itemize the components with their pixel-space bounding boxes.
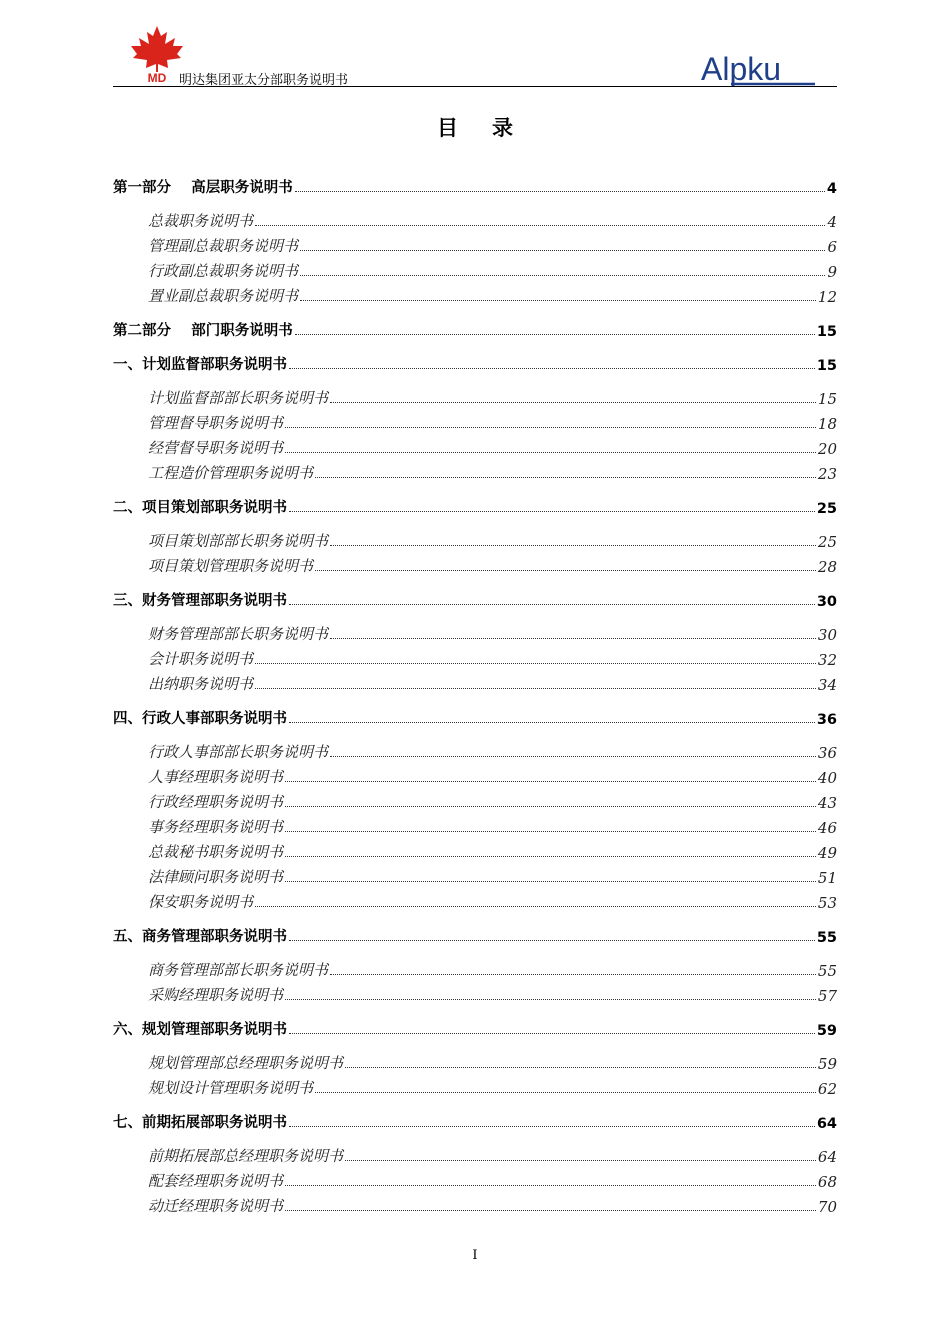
toc-subentry[interactable] bbox=[113, 383, 837, 408]
toc-dot-leader bbox=[285, 831, 816, 832]
toc-entry-page-number: 23 bbox=[817, 465, 837, 483]
toc-dot-leader bbox=[285, 1185, 816, 1186]
toc-entry-label: 七、前期拓展部职务说明书 bbox=[113, 1115, 287, 1131]
toc-entry-page-number: 36 bbox=[817, 744, 837, 762]
toc-subentry[interactable] bbox=[113, 206, 837, 231]
toc-entry-page-number: 9 bbox=[827, 263, 837, 281]
toc-dot-leader bbox=[285, 781, 816, 782]
toc-subentry[interactable] bbox=[113, 787, 837, 812]
toc-dot-leader bbox=[295, 191, 825, 192]
toc-entry-page-number: 15 bbox=[816, 358, 837, 374]
toc-subentry[interactable] bbox=[113, 408, 837, 433]
toc-entry-page-number: 18 bbox=[817, 415, 837, 433]
toc-entry-label: 行政人事部部长职务说明书 bbox=[148, 743, 329, 761]
toc-subentry[interactable] bbox=[113, 837, 837, 862]
toc-dot-leader bbox=[345, 1067, 816, 1068]
toc-dot-leader bbox=[285, 881, 816, 882]
toc-entry-label: 事务经理职务说明书 bbox=[148, 818, 284, 836]
toc-dot-leader bbox=[315, 1092, 816, 1093]
toc-entry-label: 配套经理职务说明书 bbox=[148, 1172, 284, 1190]
toc-dot-leader bbox=[330, 638, 816, 639]
toc-subentry[interactable] bbox=[113, 980, 837, 1005]
toc-dot-leader bbox=[285, 856, 816, 857]
toc-entry-page-number: 62 bbox=[817, 1080, 837, 1098]
document-header-title: 明达集团亚太分部职务说明书 bbox=[179, 73, 349, 88]
toc-entry-label: 第一部分 高层职务说明书 bbox=[113, 180, 293, 196]
toc-dot-leader bbox=[315, 477, 816, 478]
toc-entry-page-number: 28 bbox=[817, 558, 837, 576]
toc-entry-page-number: 15 bbox=[817, 390, 837, 408]
toc-section-entry[interactable] bbox=[113, 1014, 837, 1039]
toc-subentry[interactable] bbox=[113, 526, 837, 551]
toc-entry-label: 总裁秘书职务说明书 bbox=[148, 843, 284, 861]
toc-dot-leader bbox=[255, 688, 816, 689]
toc-subentry[interactable] bbox=[113, 669, 837, 694]
toc-dot-leader bbox=[330, 756, 816, 757]
toc-subentry[interactable] bbox=[113, 862, 837, 887]
toc-entry-page-number: 4 bbox=[827, 213, 837, 231]
toc-dot-leader bbox=[285, 806, 816, 807]
footer-page-number: I bbox=[472, 1248, 478, 1263]
toc-entry-label: 保安职务说明书 bbox=[148, 893, 254, 911]
toc-subentry[interactable] bbox=[113, 762, 837, 787]
toc-subentry[interactable] bbox=[113, 1141, 837, 1166]
toc-entry-label: 经营督导职务说明书 bbox=[148, 439, 284, 457]
toc-entry-label: 财务管理部部长职务说明书 bbox=[148, 625, 329, 643]
toc-entry-label: 采购经理职务说明书 bbox=[148, 986, 284, 1004]
toc-dot-leader bbox=[330, 974, 816, 975]
toc-subentry[interactable] bbox=[113, 812, 837, 837]
toc-entry-page-number: 20 bbox=[817, 440, 837, 458]
toc-dot-leader bbox=[300, 275, 825, 276]
toc-entry-label: 六、规划管理部职务说明书 bbox=[113, 1022, 287, 1038]
alpku-logo bbox=[701, 48, 819, 88]
toc-section-entry[interactable] bbox=[113, 172, 837, 197]
toc-entry-label: 置业副总裁职务说明书 bbox=[148, 287, 299, 305]
toc-section-entry[interactable] bbox=[113, 349, 837, 374]
toc-entry-page-number: 64 bbox=[817, 1148, 837, 1166]
logo-right-text: Alpku bbox=[701, 51, 782, 87]
toc-entry-page-number: 30 bbox=[816, 594, 837, 610]
toc-entry-page-number: 6 bbox=[827, 238, 837, 256]
toc-entry-page-number: 53 bbox=[817, 894, 837, 912]
toc-entry-page-number: 4 bbox=[826, 181, 837, 197]
toc-subentry[interactable] bbox=[113, 619, 837, 644]
toc-subentry[interactable] bbox=[113, 231, 837, 256]
toc-dot-leader bbox=[315, 570, 816, 571]
toc-entry-page-number: 49 bbox=[817, 844, 837, 862]
toc-entry-page-number: 64 bbox=[816, 1116, 837, 1132]
maple-leaf-logo bbox=[127, 24, 187, 84]
toc-entry-label: 法律顾问职务说明书 bbox=[148, 868, 284, 886]
toc-entry-page-number: 36 bbox=[816, 712, 837, 728]
toc-subentry[interactable] bbox=[113, 1191, 837, 1216]
toc-entry-page-number: 25 bbox=[816, 501, 837, 517]
toc-subentry[interactable] bbox=[113, 458, 837, 483]
toc-dot-leader bbox=[289, 604, 815, 605]
toc-dot-leader bbox=[289, 1126, 815, 1127]
toc-dot-leader bbox=[300, 300, 816, 301]
toc-dot-leader bbox=[285, 999, 816, 1000]
toc-entry-page-number: 46 bbox=[817, 819, 837, 837]
toc-subentry[interactable] bbox=[113, 1073, 837, 1098]
toc-entry-page-number: 32 bbox=[817, 651, 837, 669]
toc-entry-page-number: 55 bbox=[816, 930, 837, 946]
toc-entry-page-number: 57 bbox=[817, 987, 837, 1005]
toc-entry-label: 商务管理部部长职务说明书 bbox=[148, 961, 329, 979]
toc-entry-page-number: 59 bbox=[817, 1055, 837, 1073]
toc-entry-label: 项目策划管理职务说明书 bbox=[148, 557, 314, 575]
toc-section-entry[interactable] bbox=[113, 315, 837, 340]
toc-entry-label: 五、商务管理部职务说明书 bbox=[113, 929, 287, 945]
toc-subentry[interactable] bbox=[113, 433, 837, 458]
toc-dot-leader bbox=[330, 545, 816, 546]
page-header bbox=[113, 22, 837, 88]
header-rule bbox=[113, 86, 837, 87]
toc-subentry[interactable] bbox=[113, 887, 837, 912]
toc-subentry[interactable] bbox=[113, 644, 837, 669]
toc-entry-page-number: 34 bbox=[817, 676, 837, 694]
toc-entry-page-number: 55 bbox=[817, 962, 837, 980]
toc-subentry[interactable] bbox=[113, 1048, 837, 1073]
toc-entry-page-number: 70 bbox=[817, 1198, 837, 1216]
page-title: 目录 bbox=[437, 116, 547, 140]
toc-dot-leader bbox=[295, 334, 815, 335]
toc-entry-page-number: 51 bbox=[817, 869, 837, 887]
toc-dot-leader bbox=[285, 1210, 816, 1211]
toc-entry-label: 计划监督部部长职务说明书 bbox=[148, 389, 329, 407]
toc-entry-label: 管理副总裁职务说明书 bbox=[148, 237, 299, 255]
toc-entry-page-number: 30 bbox=[817, 626, 837, 644]
toc-entry-label: 人事经理职务说明书 bbox=[148, 768, 284, 786]
toc-entry-label: 项目策划部部长职务说明书 bbox=[148, 532, 329, 550]
toc-entry-label: 四、行政人事部职务说明书 bbox=[113, 711, 287, 727]
toc-dot-leader bbox=[255, 663, 816, 664]
toc-dot-leader bbox=[289, 940, 815, 941]
toc-dot-leader bbox=[255, 225, 825, 226]
table-of-contents bbox=[113, 172, 837, 1216]
toc-entry-label: 二、项目策划部职务说明书 bbox=[113, 500, 287, 516]
toc-entry-label: 前期拓展部总经理职务说明书 bbox=[148, 1147, 344, 1165]
toc-dot-leader bbox=[289, 1033, 815, 1034]
toc-dot-leader bbox=[285, 452, 816, 453]
toc-entry-page-number: 12 bbox=[817, 288, 837, 306]
toc-entry-label: 第二部分 部门职务说明书 bbox=[113, 323, 293, 339]
toc-dot-leader bbox=[289, 511, 815, 512]
toc-entry-label: 规划管理部总经理职务说明书 bbox=[148, 1054, 344, 1072]
toc-dot-leader bbox=[289, 368, 815, 369]
toc-entry-label: 一、计划监督部职务说明书 bbox=[113, 357, 287, 373]
toc-entry-label: 会计职务说明书 bbox=[148, 650, 254, 668]
toc-entry-label: 管理督导职务说明书 bbox=[148, 414, 284, 432]
toc-dot-leader bbox=[255, 906, 816, 907]
toc-dot-leader bbox=[330, 402, 816, 403]
toc-entry-page-number: 15 bbox=[816, 324, 837, 340]
toc-entry-label: 三、财务管理部职务说明书 bbox=[113, 593, 287, 609]
toc-section-entry[interactable] bbox=[113, 703, 837, 728]
toc-section-entry[interactable] bbox=[113, 492, 837, 517]
toc-section-entry[interactable] bbox=[113, 585, 837, 610]
toc-entry-page-number: 40 bbox=[817, 769, 837, 787]
toc-entry-page-number: 68 bbox=[817, 1173, 837, 1191]
toc-subentry[interactable] bbox=[113, 256, 837, 281]
toc-entry-label: 规划设计管理职务说明书 bbox=[148, 1079, 314, 1097]
toc-subentry[interactable] bbox=[113, 281, 837, 306]
toc-subentry[interactable] bbox=[113, 1166, 837, 1191]
toc-entry-page-number: 25 bbox=[817, 533, 837, 551]
toc-section-entry[interactable] bbox=[113, 1107, 837, 1132]
toc-dot-leader bbox=[289, 722, 815, 723]
toc-dot-leader bbox=[345, 1160, 816, 1161]
toc-dot-leader bbox=[285, 427, 816, 428]
toc-entry-page-number: 43 bbox=[817, 794, 837, 812]
toc-entry-label: 出纳职务说明书 bbox=[148, 675, 254, 693]
toc-entry-label: 总裁职务说明书 bbox=[148, 212, 254, 230]
toc-entry-label: 行政副总裁职务说明书 bbox=[148, 262, 299, 280]
toc-section-entry[interactable] bbox=[113, 921, 837, 946]
toc-entry-label: 动迁经理职务说明书 bbox=[148, 1197, 284, 1215]
toc-subentry[interactable] bbox=[113, 551, 837, 576]
logo-left-text: MD bbox=[147, 71, 167, 84]
toc-dot-leader bbox=[300, 250, 825, 251]
toc-entry-label: 工程造价管理职务说明书 bbox=[148, 464, 314, 482]
toc-entry-page-number: 59 bbox=[816, 1023, 837, 1039]
toc-subentry[interactable] bbox=[113, 737, 837, 762]
toc-subentry[interactable] bbox=[113, 955, 837, 980]
toc-entry-label: 行政经理职务说明书 bbox=[148, 793, 284, 811]
